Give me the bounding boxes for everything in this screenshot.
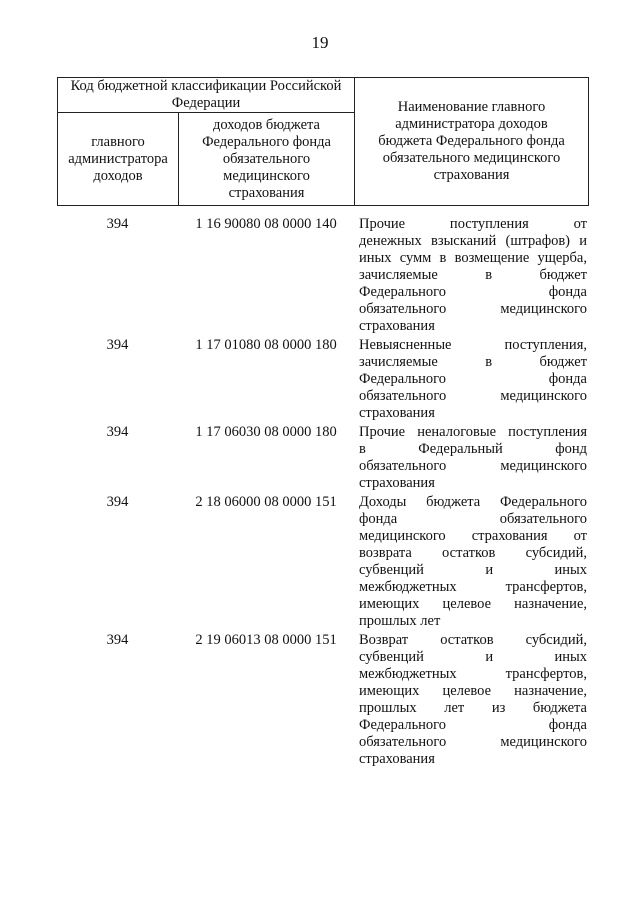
income-name-line: имеющих целевое назначение,: [359, 596, 587, 612]
income-name-line: Прочие поступления от: [359, 216, 587, 232]
income-name-line: денежных взысканий (штрафов) и: [359, 233, 587, 249]
page-number: 19: [311, 33, 329, 52]
income-name-cell: [356, 424, 587, 492]
income-name-cell: [356, 337, 587, 422]
income-name-line: прошлых лет из бюджета: [359, 700, 587, 716]
income-name-line: медицинского страхования от: [359, 528, 587, 544]
income-name-line: Федерального фонда: [359, 371, 587, 387]
budget-code-cell: 2 19 06013 08 0000 151: [195, 632, 337, 648]
table-row: [57, 494, 588, 630]
income-name-line: Возврат остатков субсидий,: [359, 632, 587, 648]
budget-code-cell: 1 16 90080 08 0000 140: [195, 216, 337, 232]
header-code-column: доходов бюджета Федерального фонда обязательного медицинского страхования: [179, 113, 355, 206]
income-name-cell: [356, 494, 587, 630]
income-name-line: Прочие неналоговые поступления: [359, 424, 587, 440]
income-name-line: обязательного медицинского: [359, 734, 587, 750]
header-table: [57, 77, 589, 206]
header-admin-column: главного администратора доходов: [58, 113, 179, 206]
header-group-title: Код бюджетной классификации Российской Федерации: [58, 78, 355, 113]
income-name-line: страхования: [359, 475, 435, 491]
income-name-line: страхования: [359, 751, 435, 767]
admin-code-cell: 394: [106, 494, 129, 510]
income-name-line: Невыясненные поступления,: [359, 337, 587, 353]
income-name-line: зачисляемые в бюджет: [359, 267, 587, 283]
table-row: [57, 632, 588, 768]
admin-code-cell: 394: [106, 337, 129, 353]
table-body: [57, 216, 588, 768]
income-name-line: страхования: [359, 405, 435, 421]
income-name-line: имеющих целевое назначение,: [359, 683, 587, 699]
header-name-column: Наименование главного администратора доходов бюджета Федерального фонда обязательного медицинского страхования: [355, 78, 589, 206]
admin-code-cell: 394: [106, 216, 129, 232]
budget-code-cell: 2 18 06000 08 0000 151: [195, 494, 337, 510]
income-name-line: прошлых лет: [359, 613, 441, 629]
income-name-line: фонда обязательного: [359, 511, 587, 527]
admin-code-cell: 394: [106, 632, 129, 648]
income-name-line: обязательного медицинского: [359, 458, 587, 474]
income-name-line: субвенций и иных: [359, 562, 587, 578]
income-name-line: Доходы бюджета Федерального: [359, 494, 587, 510]
income-name-line: иных сумм в возмещение ущерба,: [359, 250, 587, 266]
table-row: [57, 424, 588, 492]
income-name-line: Федерального фонда: [359, 284, 587, 300]
income-name-line: субвенций и иных: [359, 649, 587, 665]
budget-code-cell: 1 17 06030 08 0000 180: [195, 424, 337, 440]
income-name-line: обязательного медицинского: [359, 388, 587, 404]
admin-code-cell: 394: [106, 424, 129, 440]
income-name-cell: [356, 216, 587, 335]
income-name-line: Федерального фонда: [359, 717, 587, 733]
table-row: [57, 216, 588, 335]
income-name-line: обязательного медицинского: [359, 301, 587, 317]
income-name-line: в Федеральный фонд: [359, 441, 587, 457]
income-name-line: страхования: [359, 318, 435, 334]
income-name-cell: [356, 632, 587, 768]
income-name-line: межбюджетных трансфертов,: [359, 666, 587, 682]
income-name-line: возврата остатков субсидий,: [359, 545, 587, 561]
budget-code-cell: 1 17 01080 08 0000 180: [195, 337, 337, 353]
income-name-line: межбюджетных трансфертов,: [359, 579, 587, 595]
table-row: [57, 337, 588, 422]
income-name-line: зачисляемые в бюджет: [359, 354, 587, 370]
